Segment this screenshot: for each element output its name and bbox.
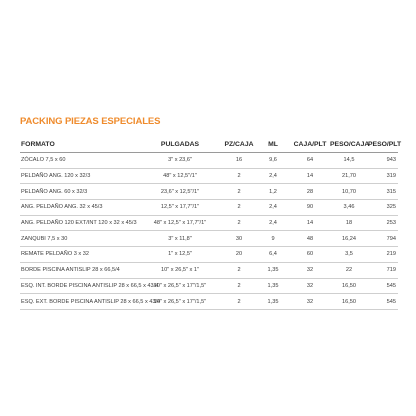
cell-peso-plt: 545 — [368, 294, 398, 310]
cell-formato: PELDAÑO ANG. 60 x 32/3 — [20, 184, 138, 200]
cell-pulgadas: 10" x 26,5" x 17"/1,5" — [138, 278, 222, 294]
header-formato: FORMATO — [20, 136, 138, 153]
cell-peso-caja: 16,50 — [330, 294, 368, 310]
cell-pz-caja: 2 — [222, 262, 256, 278]
table-row — [20, 184, 398, 200]
cell-peso-caja: 16,50 — [330, 278, 368, 294]
cell-formato: PELDAÑO ANG. 120 x 32/3 — [20, 168, 138, 184]
cell-caja-plt: 90 — [290, 200, 330, 216]
cell-pz-caja: 2 — [222, 278, 256, 294]
cell-pulgadas: 48" x 12,5" x 17,7"/1" — [138, 215, 222, 231]
cell-pulgadas: 23,6" x 12,5"/1" — [138, 184, 222, 200]
cell-peso-plt: 319 — [368, 168, 398, 184]
cell-peso-caja: 16,24 — [330, 231, 368, 247]
table-row — [20, 247, 398, 263]
cell-ml: 9 — [256, 231, 290, 247]
cell-pz-caja: 2 — [222, 200, 256, 216]
table-row — [20, 215, 398, 231]
header-peso-caja: PESO/CAJA — [330, 136, 368, 153]
cell-peso-caja: 14,5 — [330, 153, 368, 169]
header-pulgadas: PULGADAS — [138, 136, 222, 153]
cell-caja-plt: 14 — [290, 168, 330, 184]
table-row — [20, 200, 398, 216]
table-row — [20, 262, 398, 278]
table-row — [20, 278, 398, 294]
cell-ml: 2,4 — [256, 215, 290, 231]
cell-formato: ESQ. INT. BORDE PISCINA ANTISLIP 28 x 66,5 x 43/4 — [20, 278, 138, 294]
cell-formato: REMATE PELDAÑO 3 x 32 — [20, 247, 138, 263]
cell-formato: ESQ. EXT. BORDE PISCINA ANTISLIP 28 x 66,5 x 43/4 — [20, 294, 138, 310]
cell-ml: 2,4 — [256, 200, 290, 216]
cell-peso-plt: 794 — [368, 231, 398, 247]
cell-formato: ANG. PELDAÑO 120 EXT/INT 120 x 32 x 45/3 — [20, 215, 138, 231]
cell-caja-plt: 48 — [290, 231, 330, 247]
cell-peso-plt: 219 — [368, 247, 398, 263]
cell-formato: ZANQUBI 7,5 x 30 — [20, 231, 138, 247]
header-caja-plt: CAJA/PLT — [290, 136, 330, 153]
cell-pulgadas: 12,5" x 17,7"/1" — [138, 200, 222, 216]
cell-formato: ZÓCALO 7,5 x 60 — [20, 153, 138, 169]
cell-peso-plt: 943 — [368, 153, 398, 169]
header-pz-caja: PZ/CAJA — [222, 136, 256, 153]
cell-peso-caja: 22 — [330, 262, 368, 278]
cell-pz-caja: 16 — [222, 153, 256, 169]
header-row — [20, 136, 398, 153]
table-body — [20, 153, 398, 310]
cell-peso-caja: 10,70 — [330, 184, 368, 200]
table-row — [20, 153, 398, 169]
cell-pulgadas: 1" x 12,5" — [138, 247, 222, 263]
table-row — [20, 294, 398, 310]
cell-pulgadas: 48" x 12,5"/1" — [138, 168, 222, 184]
cell-ml: 6,4 — [256, 247, 290, 263]
table-row — [20, 168, 398, 184]
cell-caja-plt: 14 — [290, 215, 330, 231]
cell-pz-caja: 2 — [222, 168, 256, 184]
cell-pz-caja: 2 — [222, 184, 256, 200]
cell-peso-caja: 3,46 — [330, 200, 368, 216]
cell-peso-caja: 21,70 — [330, 168, 368, 184]
cell-peso-plt: 719 — [368, 262, 398, 278]
cell-formato: ANG. PELDAÑO ANG. 32 x 45/3 — [20, 200, 138, 216]
table-row — [20, 231, 398, 247]
cell-formato: BORDE PISCINA ANTISLIP 28 x 66,5/4 — [20, 262, 138, 278]
cell-pz-caja: 30 — [222, 231, 256, 247]
cell-pulgadas: 10" x 26,5" x 17"/1,5" — [138, 294, 222, 310]
table-header — [20, 136, 402, 153]
cell-pulgadas: 10" x 26,5" x 1" — [138, 262, 222, 278]
cell-pz-caja: 2 — [222, 294, 256, 310]
header-ml: ML — [256, 136, 290, 153]
cell-peso-plt: 253 — [368, 215, 398, 231]
cell-ml: 9,6 — [256, 153, 290, 169]
cell-pz-caja: 2 — [222, 215, 256, 231]
cell-ml: 1,35 — [256, 278, 290, 294]
cell-peso-plt: 325 — [368, 200, 398, 216]
cell-caja-plt: 64 — [290, 153, 330, 169]
cell-ml: 2,4 — [256, 168, 290, 184]
cell-peso-caja: 3,5 — [330, 247, 368, 263]
cell-pz-caja: 20 — [222, 247, 256, 263]
cell-pulgadas: 3" x 23,6" — [138, 153, 222, 169]
cell-caja-plt: 32 — [290, 278, 330, 294]
cell-caja-plt: 32 — [290, 262, 330, 278]
cell-caja-plt: 60 — [290, 247, 330, 263]
cell-peso-caja: 18 — [330, 215, 368, 231]
cell-pulgadas: 3" x 11,8" — [138, 231, 222, 247]
cell-caja-plt: 32 — [290, 294, 330, 310]
cell-peso-plt: 315 — [368, 184, 398, 200]
section-title: PACKING PIEZAS ESPECIALES — [20, 116, 161, 127]
cell-ml: 1,35 — [256, 262, 290, 278]
packing-table — [20, 136, 402, 310]
cell-ml: 1,35 — [256, 294, 290, 310]
cell-peso-plt: 545 — [368, 278, 398, 294]
header-peso-plt: PESO/PLT — [368, 136, 398, 153]
cell-ml: 1,2 — [256, 184, 290, 200]
cell-caja-plt: 28 — [290, 184, 330, 200]
